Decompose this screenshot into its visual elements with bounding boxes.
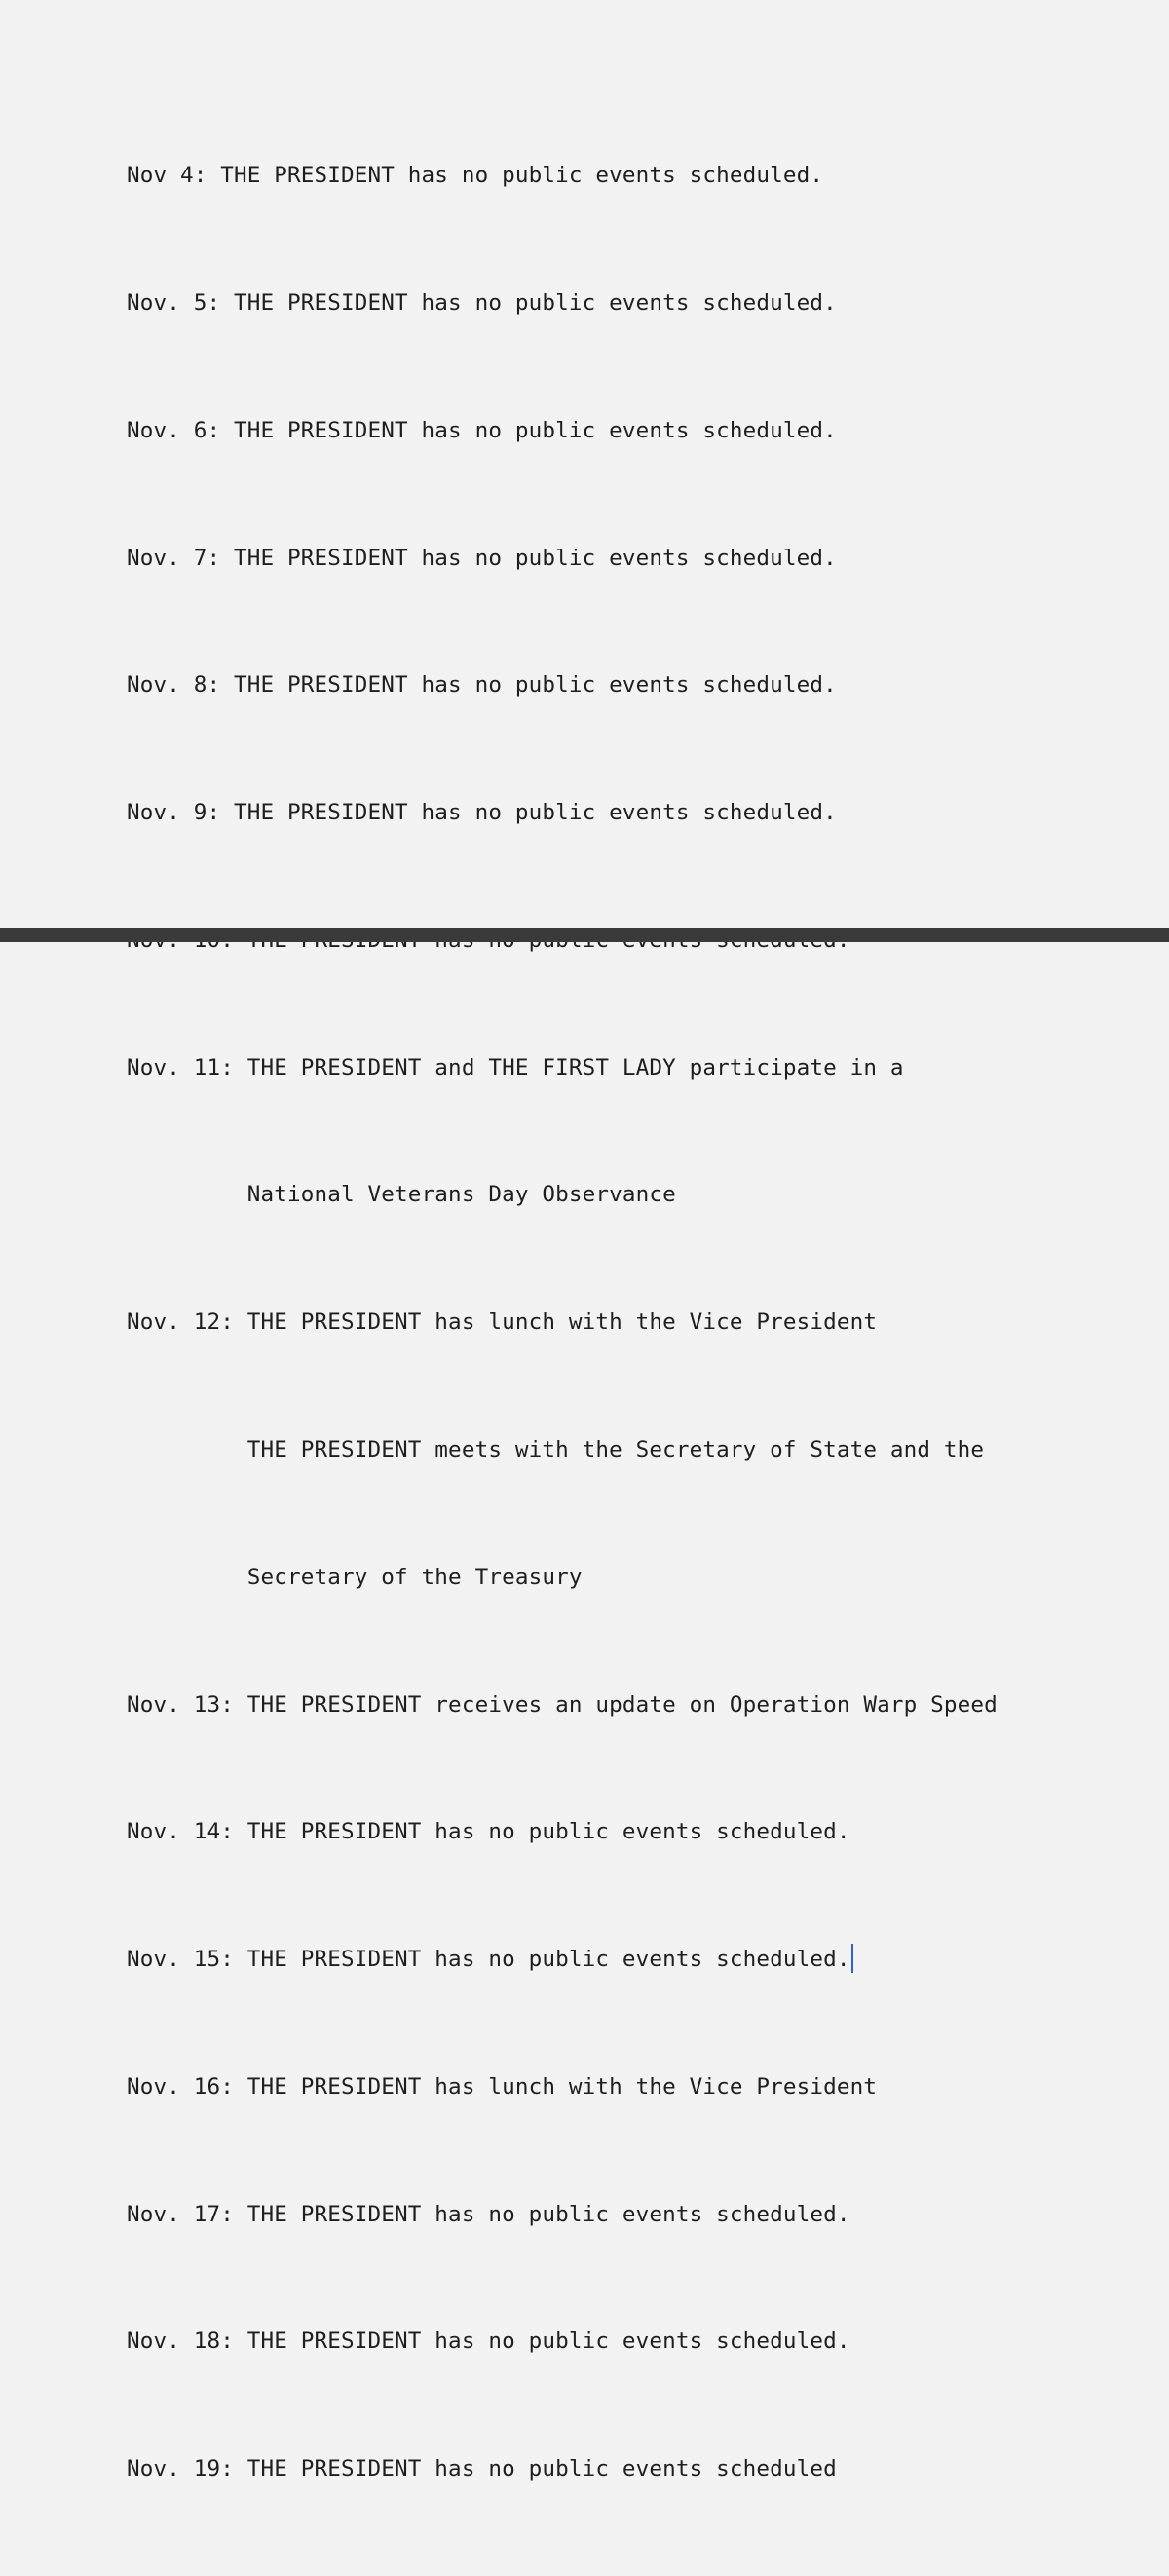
text-line: Nov. 8: THE PRESIDENT has no public events scheduled. xyxy=(127,672,837,699)
text-line: Secretary of the Treasury xyxy=(127,1564,583,1590)
text-line: Nov. 18: THE PRESIDENT has no public events scheduled. xyxy=(127,2329,850,2355)
bottom-bar xyxy=(0,928,1169,942)
text-line: Nov. 19: THE PRESIDENT has no public events scheduled xyxy=(127,2456,837,2482)
text-cursor xyxy=(851,1944,853,1973)
text-line: Nov. 6: THE PRESIDENT has no public events scheduled. xyxy=(127,417,837,443)
text-line: Nov. 13: THE PRESIDENT receives an update on Operation Warp Speed xyxy=(127,1691,998,1718)
text-line-active xyxy=(127,1939,998,1982)
text-line: THE PRESIDENT meets with the Secretary of State and the xyxy=(127,1437,985,1462)
text-line: Nov 4: THE PRESIDENT has no public events scheduled. xyxy=(127,163,824,189)
active-line-text: Nov. 15: THE PRESIDENT has no public events scheduled. xyxy=(127,1947,850,1973)
text-line: Nov. 12: THE PRESIDENT has lunch with the Vice President xyxy=(127,1309,878,1336)
text-line: National Veterans Day Observance xyxy=(127,1182,676,1208)
text-line: Nov. 16: THE PRESIDENT has lunch with the Vice President xyxy=(127,2073,878,2100)
document-text[interactable] xyxy=(127,70,998,2576)
text-line: Nov. 7: THE PRESIDENT has no public events scheduled. xyxy=(127,545,837,571)
text-line: Nov. 14: THE PRESIDENT has no public events scheduled. xyxy=(127,1819,850,1845)
text-line: Nov. 17: THE PRESIDENT has no public events scheduled. xyxy=(127,2201,850,2227)
text-line: Nov. 9: THE PRESIDENT has no public events scheduled. xyxy=(127,800,837,826)
text-line: Nov. 5: THE PRESIDENT has no public events scheduled. xyxy=(127,289,837,316)
text-line: Nov. 11: THE PRESIDENT and THE FIRST LADY participate in a xyxy=(127,1054,904,1080)
